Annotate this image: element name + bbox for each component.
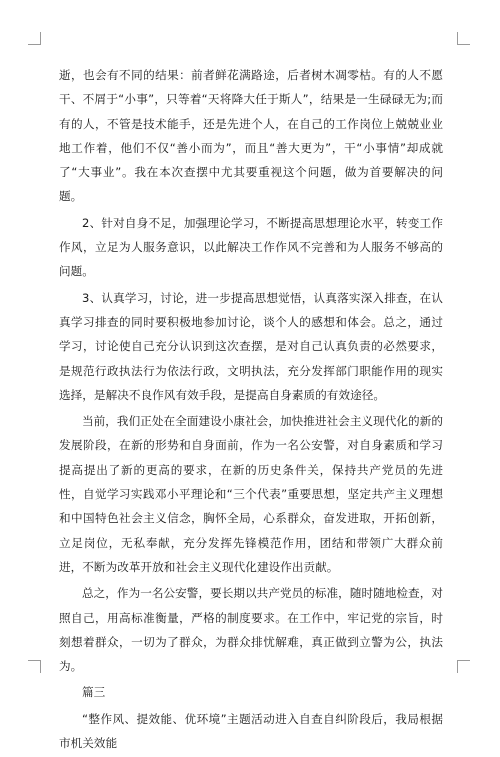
- document-body: [59, 63, 443, 757]
- crop-mark-top-left: [28, 32, 41, 45]
- paragraph-current-situation: 当前，我们正处在全面建设小康社会，加快推进社会主义现代化的新的发展阶段，在新的形势和自身面前，作为一名公安警，对自身素质和学习提高提出了新的更高的要求，在新的历史条件关，保持共产党员的先进性，自觉学习实践邓小平理论和“三个代表”重要思想，坚定共产主义理想和中国特色社会主义信念，胸怀全局，心系群众，奋发进取，开拓创新，立足岗位，无私奉献，充分发挥先锋模范作用，团结和带领广大群众前进，不断为改革开放和社会主义现代化建设作出贡献。: [59, 414, 443, 574]
- paragraph-section-three-start: “整作风、提效能、优环境”主题活动进入自查自纠阶段后，我局根据市机关效能: [59, 711, 443, 751]
- paragraph-summary: 总之，作为一名公安警，要长期以共产党员的标准，随时随地检查，对照自己，用高标准衡量，严格的制度要求。在工作中，牢记党的宗旨，时刻想着群众，一切为了群众，为群众排忧解难，真正做到立警为公，执法为。: [59, 586, 443, 674]
- section-title: 篇三: [82, 685, 106, 700]
- paragraph-continued: 逝，也会有不同的结果：前者鲜花满路途，后者树木凋零枯。有的人不愿干、不屑于“小事”，只等着“天将降大任于斯人”，结果是一生碌碌无为;而有的人，不管是技术能手，还是先进个人，在自己的工作岗位上兢兢业业地工作着，他们不仅“善小而为”，而且“善大更为”，干“小事情”却成就了“大事业”。我在本次查摆中尤其要重视这个问题，做为首要解决的问题。: [59, 68, 443, 204]
- crop-mark-bottom-left: [28, 660, 41, 673]
- paragraph-item-2: 2、针对自身不足，加强理论学习，不断提高思想理论水平，转变工作作风，立足为人服务意识，以此解决工作作风不完善和为人服务不够高的问题。: [59, 215, 443, 279]
- crop-mark-top-right: [457, 32, 470, 45]
- crop-mark-bottom-right: [457, 660, 470, 673]
- paragraph-item-3: 3、认真学习，讨论，进一步提高思想觉悟，认真落实深入排查，在认真学习排查的同时要积极地参加讨论，谈个人的感想和体会。总之，通过学习，讨论使自己充分认识到这次查摆，是对自己认真负责的必然要求，是规范行政执法行为依法行政，文明执法，充分发挥部门职能作用的现实选择，是解决不良作风有效手段，是提高自身素质的有效途径。: [59, 290, 443, 402]
